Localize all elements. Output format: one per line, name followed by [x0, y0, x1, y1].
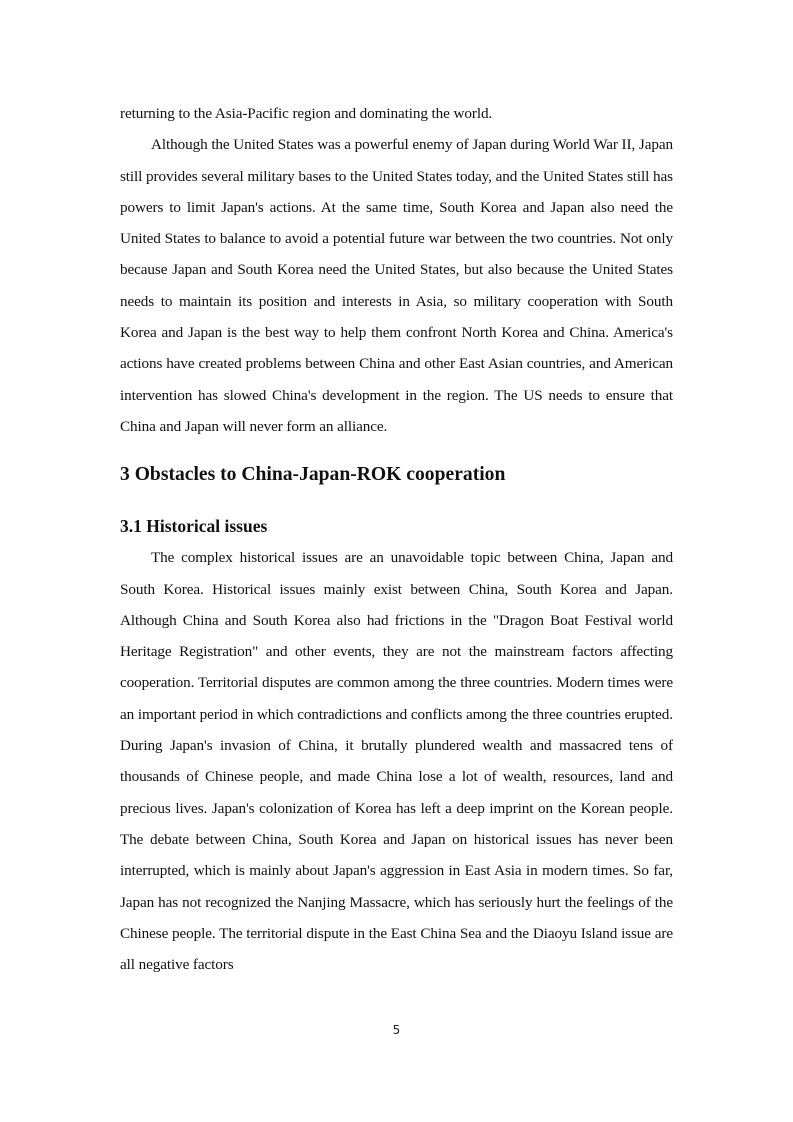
section-heading: 3 Obstacles to China-Japan-ROK cooperation [120, 464, 506, 486]
paragraph-historical-issues: The complex historical issues are an unavoidable topic between China, Japan and South Korea. Historical issues mainly exist between China, South Korea and Japan. Although China and South Korea also had frictions in the "Dragon Boat Festival world Heritage Registration" and other events, they are not the mainstream factors affecting cooperation. Territorial disputes are common among the three countries. Modern times were an important period in which contradictions and conflicts among the three countries erupted. During Japan's invasion of China, it brutally plundered wealth and massacred tens of thousands of Chinese people, and made China lose a lot of wealth, resources, land and precious lives. Japan's colonization of Korea has left a deep imprint on the Korean people. The debate between China, South Korea and Japan on historical issues has never been interrupted, which is mainly about Japan's aggression in East Asia in modern times. So far, Japan has not recognized the Nanjing Massacre, which has seriously hurt the feelings of the Chinese people. The territorial dispute in the East China Sea and the Diaoyu Island issue are all negative factors [120, 549, 673, 974]
subsection-heading: 3.1 Historical issues [120, 516, 268, 537]
page-number: 5 [392, 1023, 401, 1037]
paragraph-us-japan-relations: Although the United States was a powerful enemy of Japan during World War II, Japan still provides several military bases to the United States today, and the United States still has powers to limit Japan's actions. At the same time, South Korea and Japan also need the United States to balance to avoid a potential future war between the two countries. Not only because Japan and South Korea need the United States, but also because the United States needs to maintain its position and interests in Asia, so military cooperation with South Korea and Japan is the best way to help them confront North Korea and China. America's actions have created problems between China and other East Asian countries, and American intervention has slowed China's development in the region. The US needs to ensure that China and Japan will never form an alliance. [120, 136, 673, 435]
paragraph-continuation: returning to the Asia-Pacific region and dominating the world. [120, 105, 493, 122]
page-content [120, 98, 673, 980]
